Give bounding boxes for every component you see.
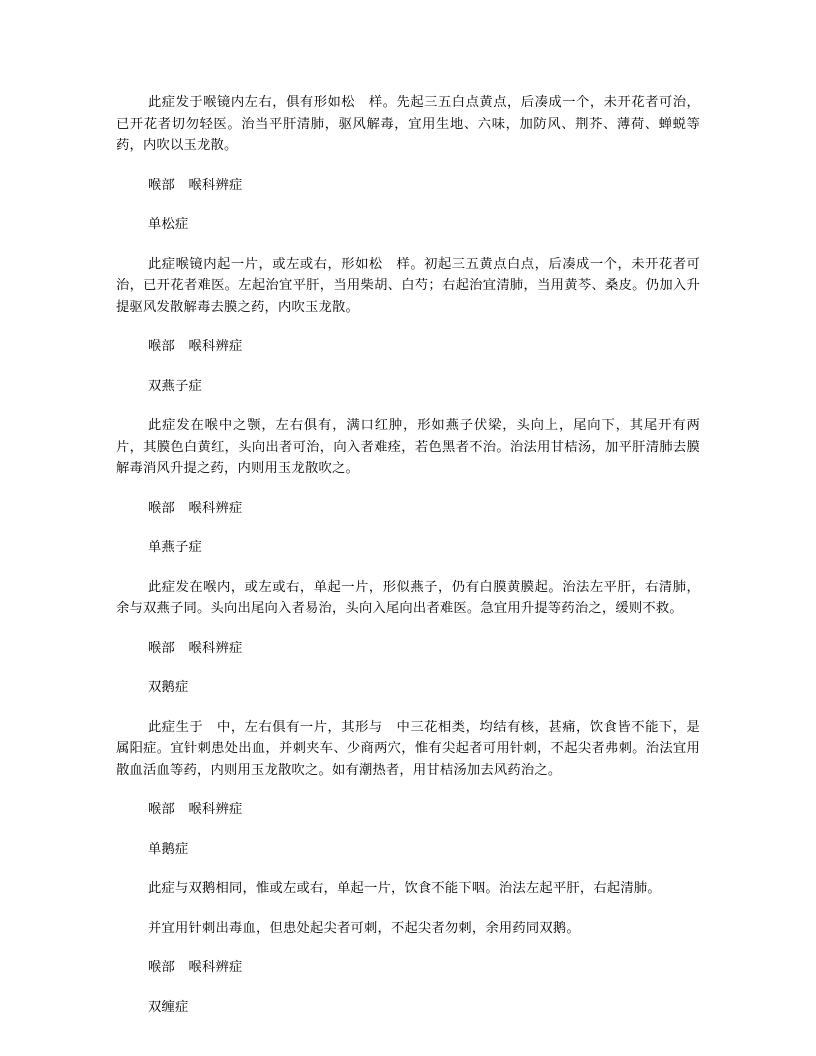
- heading-shuange: 双鹅症: [148, 680, 189, 695]
- heading-shuangyanzi: 双燕子症: [148, 378, 202, 394]
- paragraph-shuangyanzi: 此症发在喉中之颚，左右俱有，满口红肿，形如燕子伏梁，头向上，尾向下，其尾开有两片，其膜色白黄红，头向出者可治，向入者难痊，若色黑者不治。治法用甘桔汤，加平肝清肺去膜解毒消风升提之药，内则用玉龙散吹之。: [116, 418, 700, 476]
- section-label: 喉部 喉科辨症: [148, 802, 243, 817]
- heading-shuangchan: 双缠症: [148, 999, 189, 1015]
- section-label: 喉部 喉科辨症: [148, 960, 243, 975]
- paragraph-shuange: 此症生于 中，左右俱有一片，其形与 中三花相类，均结有核，甚痛，饮食皆不能下，是属阳症。宜针刺患处出血，并刺夹车、少商两穴，惟有尖起者可用针刺，不起尖者弗刺。治法宜用散血活血等药，内则用玉龙散吹之。如有潮热者，用甘桔汤加去风药治之。: [116, 719, 700, 778]
- paragraph-dane-2: 并宜用针刺出毒血，但患处起尖者可刺，不起尖者勿刺，余用药同双鹅。: [148, 920, 580, 936]
- heading-danyanzi: 单燕子症: [148, 540, 202, 555]
- heading-dane: 单鹅症: [148, 841, 189, 857]
- section-label: 喉部 喉科辨症: [148, 500, 243, 516]
- heading-dansongzheng: 单松症: [148, 217, 189, 232]
- paragraph-dansongzheng: 此症喉镜内起一片，或左或右，形如松 样。初起三五黄点白点，后凑成一个，未开花者可治，已开花者难医。左起治宜平肝，当用柴胡、白芍；右起治宜清肺，当用黄芩、桑皮。仍加入升提驱风发散解毒去膜之药，内吹玉龙散。: [116, 256, 700, 315]
- section-label: 喉部 喉科辨症: [148, 339, 243, 354]
- paragraph-danyanzi: 此症发在喉内，或左或右，单起一片，形似燕子，仍有白膜黄膜起。治法左平肝，右清肺，余与双燕子同。头向出尾向入者易治，头向入尾向出者难医。急宜用升提等药治之，缓则不救。: [116, 579, 700, 616]
- section-label: 喉部 喉科辨症: [148, 177, 243, 193]
- paragraph-songzheng-desc: 此症发于喉镜内左右，俱有形如松 样。先起三五白点黄点，后凑成一个，未开花者可治，已开花者切勿轻医。治当平肝清肺，驱风解毒，宜用生地、六味，加防风、荆芥、薄荷、蝉蜕等药，内吹以玉龙散。: [116, 95, 700, 153]
- section-label: 喉部 喉科辨症: [148, 640, 243, 656]
- paragraph-dane-1: 此症与双鹅相同，惟或左或右，单起一片，饮食不能下咽。治法左起平肝，右起清肺。: [148, 881, 661, 896]
